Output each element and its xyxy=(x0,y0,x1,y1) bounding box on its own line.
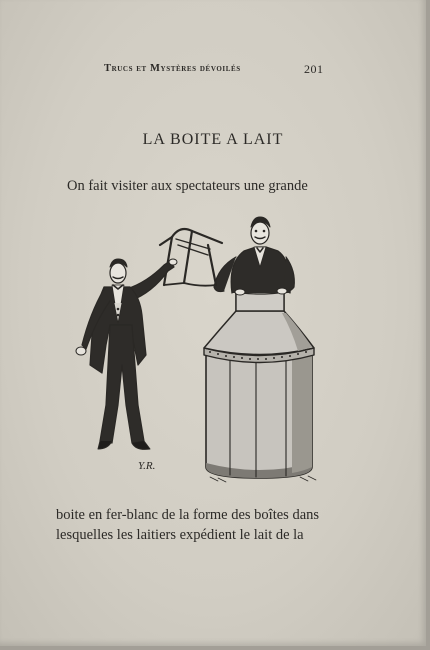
page-number: 201 xyxy=(304,62,324,76)
chair xyxy=(160,229,222,286)
magician-figure xyxy=(76,259,177,449)
body-text-line-3: lesquelles les laitiers expédient le lait de la xyxy=(56,527,304,543)
body-text-line-2: boite en fer-blanc de la forme des boîtes dans xyxy=(56,507,320,523)
illustration-milk-can-trick xyxy=(60,205,330,485)
man-in-can xyxy=(214,217,294,295)
chapter-title: LA BOITE A LAIT xyxy=(142,131,284,148)
milk-can xyxy=(204,288,314,478)
body-text-line-1: On fait visiter aux spectateurs une grande xyxy=(67,178,308,194)
running-head: Trucs et Mystères dévoilés xyxy=(104,63,241,74)
artist-signature: Y.R. xyxy=(138,460,156,472)
